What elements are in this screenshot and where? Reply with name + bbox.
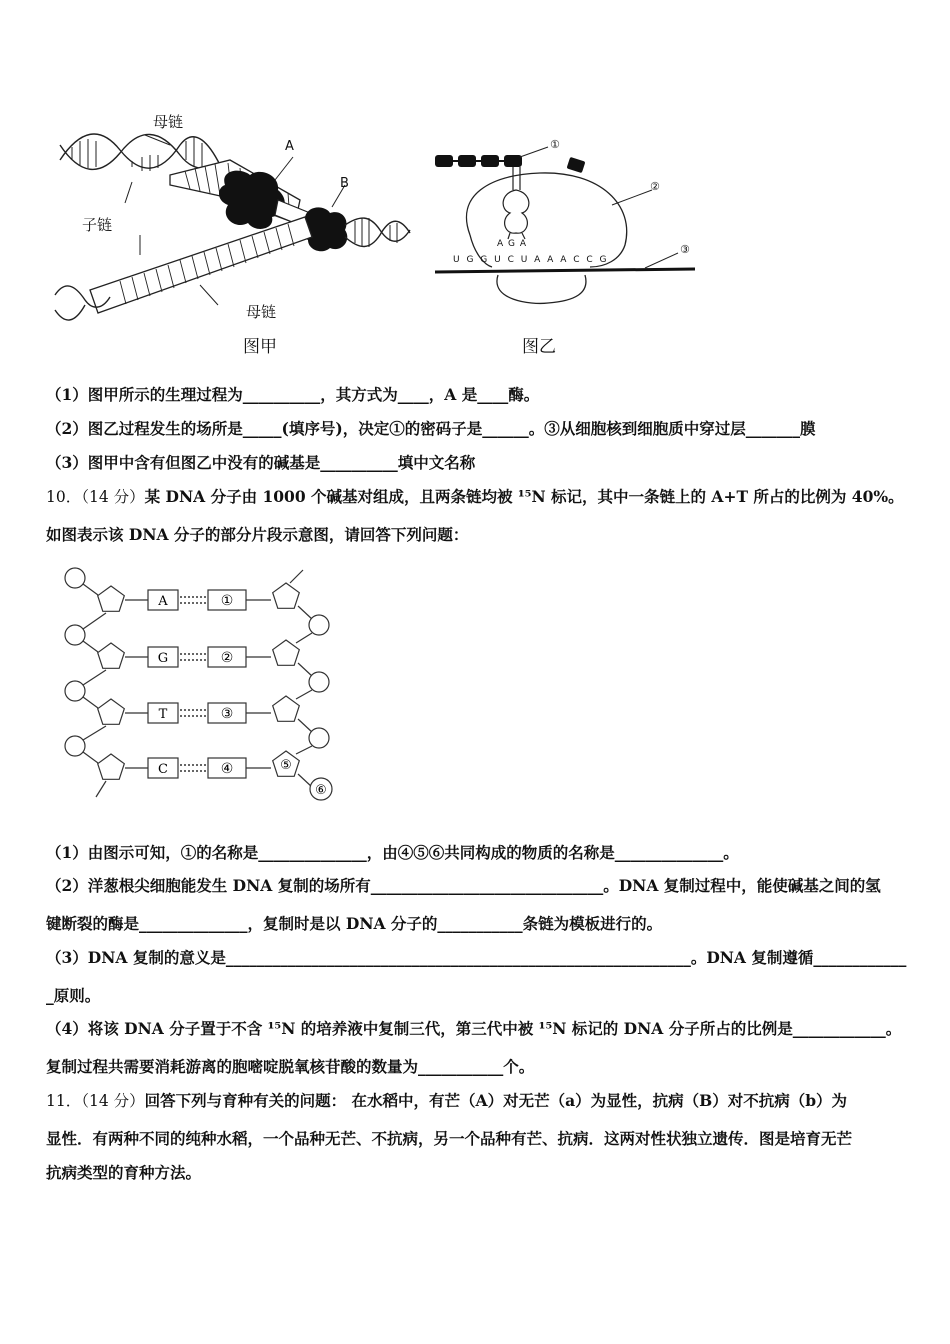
trna-anticodon: A G A (497, 239, 528, 249)
q10-stem-line-2: 如图表示该 DNA 分子的部分片段示意图，请回答下列问题： (46, 525, 469, 544)
label-parent-strand-top: 母链 (153, 113, 184, 131)
deoxyribose-right (273, 583, 300, 608)
q10-score: （14 分） (81, 488, 145, 506)
phosphate-left (65, 736, 85, 756)
phosphate-right (309, 672, 329, 692)
deoxyribose-left (98, 586, 125, 611)
q11-score: （14 分） (81, 1092, 145, 1110)
q10-subquestion-3-line-2: _原则。 (46, 986, 101, 1005)
dna-fragment-diagram (58, 565, 358, 815)
marker-2-ribosome: ② (650, 180, 660, 193)
figure-jia-caption: 图甲 (243, 337, 277, 357)
q9-subquestion-1: （1）图甲所示的生理过程为__________，其方式为____，A 是____酶。 (46, 385, 540, 404)
base-label-left: G (157, 651, 169, 666)
q9-subquestion-2: （2）图乙过程发生的场所是_____(填序号)，决定①的密码子是______。③从细胞核到细胞质中穿过层_______膜 (46, 419, 816, 438)
q10-subquestion-1: （1）由图示可知，①的名称是______________，由④⑤⑥共同构成的物质的名称是______________。 (46, 843, 739, 862)
figure-yi-translation (430, 135, 700, 335)
q11-stem-line-2: 显性．有两种不同的纯种水稻，一个品种无芒、不抗病，另一个品种有芒、抗病．这两对性状独立遗传．图是培育无芒 (46, 1129, 853, 1148)
base-label-left: T (158, 707, 168, 722)
q10-subquestion-2-line-2: 键断裂的酶是______________，复制时是以 DNA 分子的___________条链为模板进行的。 (46, 914, 663, 933)
phosphate-left (65, 625, 85, 645)
base-label-right: ② (220, 650, 234, 666)
marker-3-mrna: ③ (680, 243, 690, 256)
label-enzyme-a: A (285, 139, 294, 154)
base-label-right: ④ (220, 761, 234, 777)
phosphate-right (309, 615, 329, 635)
q10-subquestion-4-line-1: （4）将该 DNA 分子置于不含 ¹⁵N 的培养液中复制三代，第三代中被 ¹⁵N 标记的 DNA 分子所占的比例是____________。 (46, 1019, 902, 1038)
q11-stem-text: 回答下列与育种有关的问题： 在水稻中，有芒（A）对无芒（a）为显性，抗病（B）对不抗病（b）为 (144, 1091, 848, 1110)
q10-subquestion-2-line-1: （2）洋葱根尖细胞能发生 DNA 复制的场所有______________________________。DNA 复制过程中，能使碱基之间的氢 (46, 876, 881, 895)
label-enzyme-b: B (340, 176, 349, 191)
base-label-right: ③ (220, 706, 234, 722)
base-label-left: A (158, 594, 168, 609)
marker-6-phosphate: ⑥ (315, 783, 327, 798)
label-daughter-strand: 子链 (82, 216, 113, 234)
marker-5-deoxyribose: ⑤ (280, 758, 292, 773)
q10-number: 10． (46, 488, 82, 506)
q10-stem-line-1 (46, 487, 916, 507)
phosphate-left (65, 681, 85, 701)
q9-subquestion-3: （3）图甲中含有但图乙中没有的碱基是__________填中文名称 (46, 453, 476, 472)
base-label-left: C (158, 762, 168, 777)
q11-stem-line-3: 抗病类型的育种方法。 (46, 1163, 202, 1182)
q11-number: 11． (46, 1092, 82, 1110)
phosphate-left (65, 568, 85, 588)
mrna-sequence: U G G U C U A A A C C G (453, 255, 609, 265)
deoxyribose-left (98, 643, 125, 668)
q10-subquestion-3-line-1: （3）DNA 复制的意义是____________________________________________________________。DNA 复制遵循____________ (46, 948, 907, 967)
marker-1-amino-acid: ① (550, 138, 560, 151)
base-label-right: ① (220, 593, 234, 609)
q11-stem-line-1 (46, 1091, 916, 1111)
deoxyribose-left (98, 699, 125, 724)
label-parent-strand-bottom: 母链 (246, 303, 277, 321)
deoxyribose-right (273, 696, 300, 721)
deoxyribose-right (273, 640, 300, 665)
phosphate-right (309, 728, 329, 748)
q10-subquestion-4-line-2: 复制过程共需要消耗游离的胞嘧啶脱氧核苷酸的数量为___________个。 (46, 1057, 535, 1076)
figure-yi-caption: 图乙 (522, 337, 556, 357)
deoxyribose-left (98, 754, 125, 779)
q10-stem-text: 某 DNA 分子由 1000 个碱基对组成，且两条链均被 ¹⁵N 标记，其中一条链上的 A+T 所占的比例为 40%。 (144, 487, 904, 506)
